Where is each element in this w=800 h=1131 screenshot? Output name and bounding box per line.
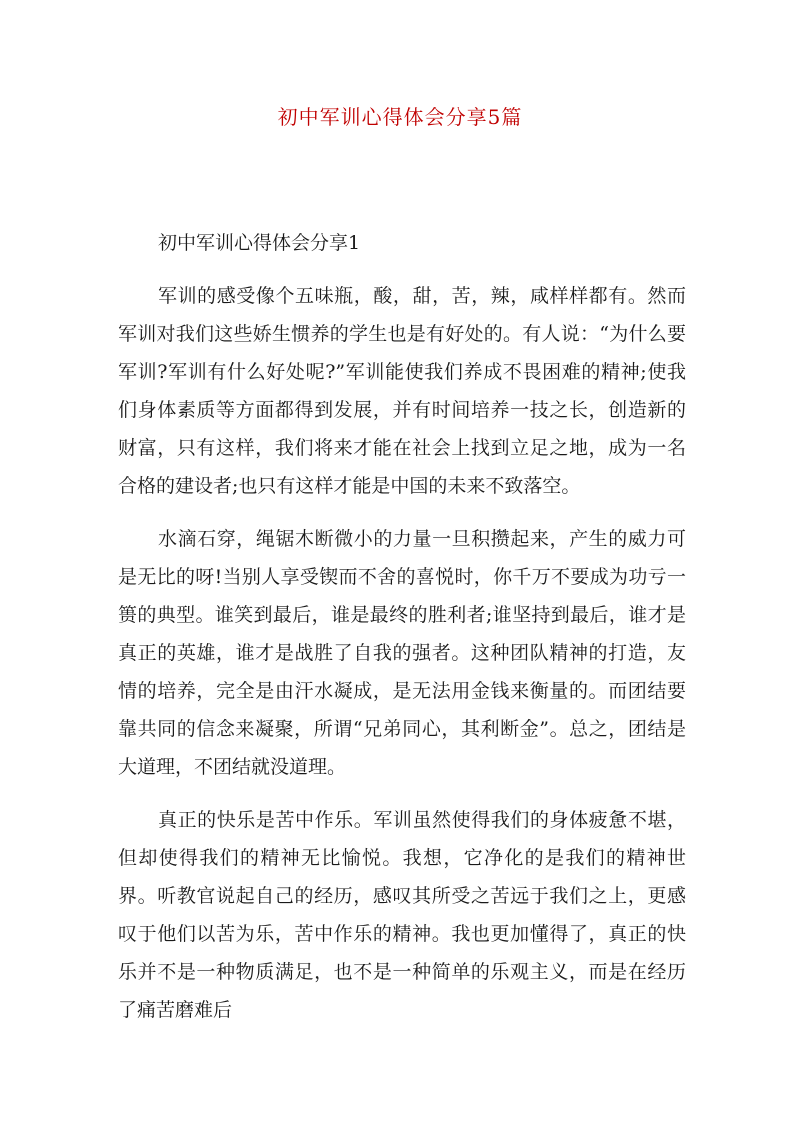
paragraph-1: 军训的感受像个五味瓶，酸，甜，苦，辣，咸样样都有。然而军训对我们这些娇生惯养的学生也是有好处的。有人说：“为什么要军训?军训有什么好处呢?”军训能使我们养成不畏困难的精神;使我们身体素质等方面都得到发展，并有时间培养一技之长，创造新的财富，只有这样，我们将来才能在社会上找到立足之地，成为一名合格的建设者;也只有这样才能是中国的未来不致落空。 (118, 285, 686, 497)
document-title: 初中军训心得体会分享5篇 (277, 105, 523, 129)
section-heading: 初中军训心得体会分享1 (158, 232, 361, 254)
paragraph-3: 真正的快乐是苦中作乐。军训虽然使得我们的身体疲惫不堪，但却使得我们的精神无比愉悦。我想，它净化的是我们的精神世界。听教官说起自己的经历，感叹其所受之苦远于我们之上，更感叹于他们以苦为乐，苦中作乐的精神。我也更加懂得了，真正的快乐并不是一种物质满足，也不是一种简单的乐观主义，而是在经历了痛苦磨难后 (118, 809, 686, 1021)
paragraph-2: 水滴石穿，绳锯木断微小的力量一旦积攒起来，产生的威力可是无比的呀!当别人享受锲而不舍的喜悦时，你千万不要成为功亏一篑的典型。谁笑到最后，谁是最终的胜利者;谁坚持到最后，谁才是真正的英雄，谁才是战胜了自我的强者。这种团队精神的打造，友情的培养，完全是由汗水凝成，是无法用金钱来衡量的。而团结要靠共同的信念来凝聚，所谓“兄弟同心，其利断金”。总之，团结是大道理，不团结就没道理。 (118, 528, 686, 778)
document-body (118, 224, 686, 1044)
